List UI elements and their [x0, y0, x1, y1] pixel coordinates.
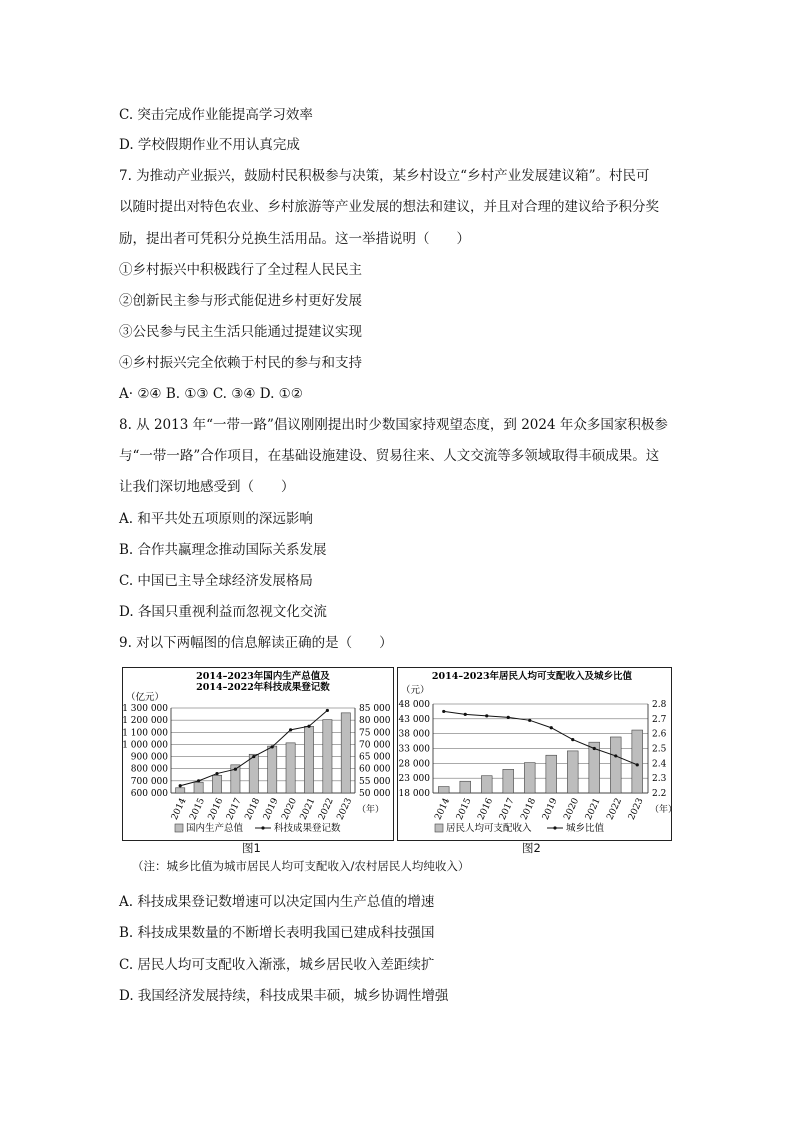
fig2-bar: [481, 776, 492, 793]
fig2-line-point: [550, 726, 553, 729]
fig2-x-tick: 2021: [583, 796, 603, 822]
fig1-legend-bar-swatch: [175, 824, 183, 832]
fig2-legend-bar-swatch: [435, 824, 443, 832]
fig1-right-tick: 75 000: [359, 728, 391, 739]
fig2-x-tick: 2020: [562, 796, 582, 822]
fig2-bar: [460, 781, 471, 793]
fig1-left-tick: 1 100 000: [122, 728, 168, 739]
fig2-right-tick: 2.7: [652, 714, 667, 725]
option-a-q9: A. 科技成果登记数增速可以决定国内生产总值的增速: [119, 894, 435, 910]
fig2-x-tick: 2016: [476, 796, 496, 822]
fig2-left-tick: 18 000: [398, 789, 430, 799]
question-9-stem: 9. 对以下两幅图的信息解读正确的是（ ）: [119, 635, 393, 651]
fig1-legend-line-marker: [261, 826, 264, 829]
fig2-bar: [632, 730, 643, 793]
fig2-x-tick: 2023: [626, 796, 646, 822]
figure-2-chart: [397, 667, 678, 841]
fig1-right-tick: 65 000: [359, 752, 391, 763]
fig2-left-tick: 43 000: [398, 714, 430, 725]
fig1-x-tick: 2016: [206, 796, 226, 822]
fig2-legend-line-label: 城乡比值: [566, 823, 605, 834]
fig2-bar: [438, 787, 449, 793]
fig2-line-point: [485, 714, 488, 717]
fig1-left-tick: 1 000 000: [122, 740, 168, 751]
fig1-line-point: [271, 745, 274, 748]
fig1-line-point: [215, 772, 218, 775]
fig1-bar: [304, 726, 313, 793]
fig2-line-point: [636, 763, 639, 766]
fig1-right-tick: 50 000: [359, 789, 391, 799]
fig1-left-tick: 800 000: [130, 764, 168, 775]
fig1-x-tick: 2023: [335, 796, 355, 822]
statement-4: ④乡村振兴完全依赖于村民的参与和支持: [119, 355, 362, 371]
statement-3: ③公民参与民主生活只能通过提建议实现: [119, 324, 362, 340]
option-b-q9: B. 科技成果数量的不断增长表明我国已建成科技强国: [119, 925, 435, 941]
question-7-options: A· ②④ B. ①③ C. ③④ D. ①②: [119, 386, 303, 402]
fig2-x-tick: 2022: [605, 796, 625, 822]
figures: [122, 667, 678, 839]
fig2-right-tick: 2.6: [652, 729, 667, 740]
fig1-line-point: [307, 725, 310, 728]
fig1-line-point: [252, 755, 255, 758]
fig2-right-tick: 2.4: [652, 759, 667, 770]
question-8-line2: 与“一带一路”合作项目，在基础设施建设、贸易往来、人文交流等多领域取得丰硕成果。这: [119, 448, 660, 464]
fig1-bar: [341, 713, 350, 793]
fig2-line-point: [442, 710, 445, 713]
fig2-x-tick: 2017: [497, 796, 517, 822]
option-d-q8: D. 各国只重视利益而忽视文化交流: [119, 604, 327, 620]
fig1-left-tick: 900 000: [130, 752, 168, 763]
fig2-line-point: [593, 747, 596, 750]
question-8-line1: 8. 从 2013 年“一带一路”倡议刚刚提出时少数国家持观望态度，到 2024 年众多国家积极参: [119, 417, 668, 433]
fig2-left-unit: （元）: [401, 685, 430, 696]
fig1-x-tick: 2019: [261, 796, 281, 822]
fig1-left-unit: （亿元）: [126, 692, 165, 703]
figure-1-svg: [123, 668, 393, 840]
fig1-right-tick: 60 000: [359, 764, 391, 775]
fig2-legend-line-marker: [553, 826, 556, 829]
fig1-right-tick: 70 000: [359, 740, 391, 751]
fig1-x-tick: 2014: [169, 796, 189, 822]
fig1-right-tick: 80 000: [359, 716, 391, 727]
statement-2: ②创新民主参与形式能促进乡村更好发展: [119, 293, 362, 309]
fig2-line-point: [528, 719, 531, 722]
fig1-title-line1: 2014–2023年国内生产总值及: [196, 671, 330, 682]
fig2-left-tick: 28 000: [398, 759, 430, 770]
fig2-right-tick: 2.8: [652, 700, 667, 710]
fig1-left-tick: 600 000: [130, 789, 168, 799]
fig2-x-tick: 2015: [454, 796, 474, 822]
fig1-right-unit: （年）: [357, 805, 385, 815]
fig1-bar: [286, 743, 295, 793]
figure-2-caption: 图2: [522, 841, 541, 855]
question-7-line3: 励，提出者可凭积分兑换生活用品。这一举措说明（ ）: [119, 231, 470, 247]
fig2-legend-bar-label: 居民人均可支配收入: [446, 823, 532, 834]
fig2-left-tick: 48 000: [398, 700, 430, 710]
fig2-right-tick: 2.5: [652, 744, 667, 755]
fig1-bar: [194, 782, 203, 793]
option-d-q9: D. 我国经济发展持续，科技成果丰硕，城乡协调性增强: [119, 988, 449, 1004]
option-b-q8: B. 合作共赢理念推动国际关系发展: [119, 542, 327, 558]
fig1-x-tick: 2018: [243, 796, 263, 822]
fig2-left-tick: 23 000: [398, 774, 430, 785]
fig2-bar: [503, 769, 514, 793]
figure-1-caption: 图1: [242, 841, 261, 855]
fig1-legend-bar-label: 国内生产总值: [186, 823, 244, 834]
fig2-x-tick: 2018: [519, 796, 539, 822]
fig1-right-tick: 85 000: [359, 704, 391, 714]
fig1-left-tick: 700 000: [130, 776, 168, 787]
fig2-line-point: [571, 738, 574, 741]
option-a-q8: A. 和平共处五项原则的深远影响: [119, 511, 313, 527]
fig1-x-tick: 2020: [280, 796, 300, 822]
fig1-line-point: [326, 709, 329, 712]
fig1-bar: [249, 754, 258, 793]
figure-1-chart: [122, 667, 394, 841]
question-8-line3: 让我们深切地感受到（ ）: [119, 479, 295, 495]
fig1-line-point: [179, 784, 182, 787]
fig2-bar: [546, 755, 557, 793]
fig2-left-tick: 33 000: [398, 744, 430, 755]
fig1-x-tick: 2022: [317, 796, 336, 822]
fig1-bar: [323, 720, 332, 793]
fig1-legend-line-label: 科技成果登记数: [274, 823, 341, 834]
fig1-line-point: [197, 779, 200, 782]
fig1-bar: [268, 746, 277, 793]
fig1-bar: [176, 788, 185, 793]
fig2-bar: [610, 737, 621, 793]
fig2-line-point: [464, 713, 467, 716]
fig2-right-tick: 2.2: [652, 789, 667, 799]
fig1-bar: [212, 775, 221, 793]
fig1-left-tick: 1 300 000: [122, 704, 168, 714]
figure-2-svg: [398, 668, 678, 840]
fig2-bar: [567, 751, 578, 793]
fig2-line-point: [614, 754, 617, 757]
fig2-right-tick: 2.3: [652, 774, 667, 785]
fig2-x-tick: 2019: [540, 796, 560, 822]
fig2-line-series: [444, 711, 638, 764]
fig1-x-tick: 2021: [298, 796, 318, 822]
fig1-x-tick: 2017: [225, 796, 244, 822]
statement-1: ①乡村振兴中积极践行了全过程人民民主: [119, 262, 362, 278]
fig1-left-tick: 1 200 000: [122, 716, 168, 727]
option-c-q9: C. 居民人均可支配收入渐涨，城乡居民收入差距续扩: [119, 957, 435, 973]
fig1-line-point: [234, 768, 237, 771]
fig1-x-tick: 2015: [188, 796, 208, 822]
fig2-line-point: [507, 716, 510, 719]
fig1-line-point: [289, 728, 292, 731]
fig2-left-tick: 38 000: [398, 729, 430, 740]
fig1-title-line2: 2014–2022年科技成果登记数: [196, 682, 330, 693]
fig1-right-tick: 55 000: [359, 776, 391, 787]
fig2-right-unit: （年）: [650, 805, 678, 815]
option-d-q6: D. 学校假期作业不用认真完成: [119, 137, 300, 153]
question-7-line1: 7. 为推动产业振兴，鼓励村民积极参与决策，某乡村设立“乡村产业发展建议箱”。村民可: [119, 168, 650, 184]
question-7-line2: 以随时提出对特色农业、乡村旅游等产业发展的想法和建议，并且对合理的建议给予积分奖: [119, 199, 659, 215]
option-c-q6: C. 突击完成作业能提高学习效率: [119, 107, 313, 123]
option-c-q8: C. 中国已主导全球经济发展格局: [119, 573, 313, 589]
fig2-x-tick: 2014: [433, 796, 453, 822]
figure-note: （注：城乡比值为城市居民人均可支配收入/农村居民人均纯收入）: [132, 859, 470, 873]
fig2-title-line1: 2014–2023年居民人均可支配收入及城乡比值: [431, 671, 633, 682]
fig2-bar: [524, 763, 535, 793]
